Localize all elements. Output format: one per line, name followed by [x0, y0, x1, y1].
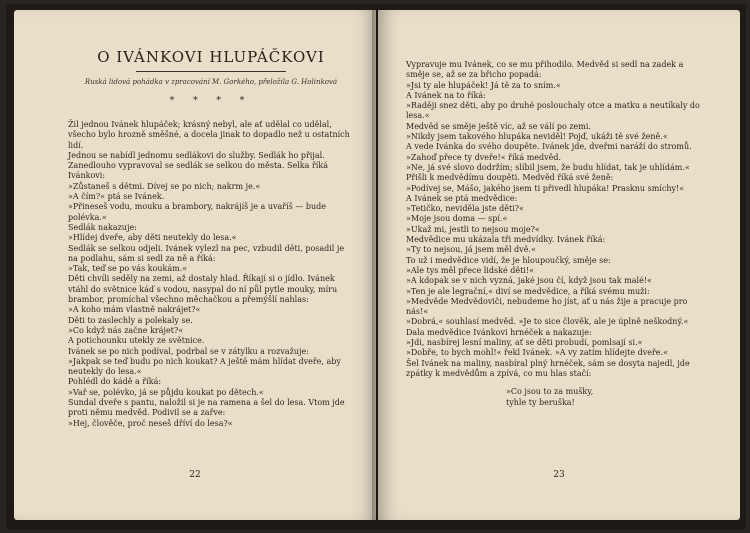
paragraph: Děti chvíli seděly na zemi, až dostaly hlad. Říkají si o jídlo. Ivánek vtáhl do světnice káď s vodou, nasypal do ní půl pytle mouky, míru brambor, promíchal všechno měchačkou a přemýšlí nahlas:: [68, 274, 338, 305]
paragraph: »Ty to nejsou, já jsem měl dvě.«: [406, 245, 536, 255]
paragraph: »Zahoď přece ty dveře!« říká medvěd.: [406, 152, 562, 162]
left-page: [14, 10, 376, 520]
page-number-left: 22: [189, 470, 201, 480]
verse-line: »Co jsou to za mušky,: [506, 387, 594, 397]
paragraph: Sundal dveře s pantu, naložil si je na ramena a šel do lesa. Vtom jde proti němu medvěd. Podivil se a zařve:: [68, 398, 345, 418]
paragraph: »Jsi ty ale hlupáček! Já tě za to sním.«: [406, 80, 561, 90]
paragraph: Dala medvědice Ivánkovi hrnéček a nakazuje:: [406, 327, 592, 337]
verse-line: tyhle ty beruška!: [506, 397, 575, 407]
paragraph: »Dobře, to bych mohl!« řekl Ivánek. »A vy zatím hlídejte dveře.«: [406, 348, 668, 358]
right-body-text: [406, 60, 706, 379]
paragraph: Žil jednou Ivánek hlupáček; krásný nebyl, ale ať udělal co udělal, všecho bylo hrozně směšné, a docela jinak to dopadlo než u ostatních lidí.: [68, 120, 350, 150]
paragraph: »Tak, teď se po vás koukám.«: [68, 264, 188, 274]
story-subtitle: Ruská lidová pohádka v zpracování M. Gorkého, přeložila G. Holinková: [84, 78, 338, 86]
paragraph: »Tetičko, neviděla jste děti?«: [406, 204, 524, 214]
paragraph: »Ale tys měl přece lidské děti!«: [406, 265, 534, 275]
story-title: O IVÁNKOVI HLUPÁČKOVI: [97, 48, 325, 66]
paragraph: A potichounku utekly ze světnice.: [68, 336, 205, 346]
paragraph: Sedlák se selkou odjeli. Ivánek vylezl na pec, vzbudil děti, posadil je na podlahu, sám si sedl za ně a říká:: [68, 243, 345, 263]
paragraph: Jednou se nabídl jednomu sedlákovi do služby. Sedlák ho přijal. Zanedlouho vypravoval se sedlák se selkou do města. Selka říká Ivánkovi:: [68, 150, 328, 181]
paragraph: »Jakpak se teď budu po nich koukat? A ještě mám hlídat dveře, aby neutekly do lesa.«: [68, 356, 341, 377]
paragraph: »Přineseš vodu, mouku a brambory, nakrájíš je a uvaříš — bude polévka.«: [68, 202, 327, 222]
paragraph: Sedlák nakazuje:: [68, 222, 137, 232]
paragraph: »Vař se, polévko, já se půjdu koukat po dětech.«: [68, 387, 264, 397]
paragraph: »Raději snez děti, aby po druhé poslouchaly otce a matku a neutíkaly do lesa.«: [406, 101, 700, 121]
paragraph: Medvědice mu ukázala tři medvídky. Ivánek říká:: [406, 235, 606, 245]
paragraph: A vede Ivánka do svého doupěte. Ivánek jde, dveřmi naráží do stromů.: [406, 142, 692, 152]
paragraph: Pohlédl do kádě a říká:: [68, 377, 162, 387]
paragraph: Medvěd se směje ještě víc, až se válí po zemi.: [406, 121, 591, 131]
open-book: [6, 4, 746, 530]
verse-block: [506, 387, 706, 408]
paragraph: »Ten je ale legrační,« diví se medvědice, a říká svému muži:: [406, 286, 650, 296]
paragraph: Přišli k medvědímu doupěti. Medvěd říká své ženě:: [406, 173, 614, 183]
paragraph: »Medvěde Medvědoviči, nebudeme ho jíst, ať u nás žije a pracuje pro nás!«: [406, 296, 688, 317]
left-body-text: [68, 120, 354, 429]
paragraph: Vypravuje mu Ivánek, co se mu přihodilo. Medvěd si sedl na zadek a směje se, až se za břicho popadá:: [406, 60, 684, 80]
paragraph: »Zůstaneš s dětmi. Dívej se po nich; nakrm je.«: [68, 181, 261, 191]
paragraph: »Hej, člověče, proč neseš dříví do lesa?«: [68, 418, 233, 428]
paragraph: »Ukaž mi, jestli to nejsou moje?«: [406, 224, 540, 234]
paragraph: »Co když nás začne krájet?«: [68, 325, 184, 335]
paragraph: Šel Ivánek na maliny, nasbíral plný hrnéček, sám se dosyta najedl, jde zpátky k medvědům a zpívá, co mu hlas stačí:: [406, 358, 690, 378]
paragraph: A Ivánek na to říká:: [406, 90, 486, 100]
paragraph: Ivánek se po nich podíval, podrbal se v zátylku a rozvažuje:: [68, 346, 309, 356]
paragraph: »Podívej se, Mášo, jakého jsem ti přivedl hlupáka! Prasknu smíchy!«: [406, 183, 685, 193]
paragraph: »Ne, já své slovo dodržím; slíbil jsem, že budu hlídat, tak je uhlídám.«: [406, 162, 690, 172]
paragraph: Děti to zaslechly a polekaly se.: [68, 315, 193, 325]
paragraph: »A koho mám vlastně nakrájet?«: [68, 305, 201, 315]
paragraph: A Ivánek se ptá medvědice:: [406, 193, 518, 203]
paragraph: »A kdopak se v nich vyzná, jaké jsou čí, když jsou tak malé!«: [406, 276, 652, 286]
right-page: [378, 10, 740, 520]
paragraph: »Nikdy jsem takového hlupáka neviděl! Pojď, ukáži tě své ženě.«: [406, 132, 668, 142]
page-number-right: 23: [553, 470, 565, 480]
ornament: * * * *: [169, 96, 253, 106]
paragraph: »A čím?« ptá se Ivánek.: [68, 192, 165, 202]
title-rule: [136, 71, 286, 72]
paragraph: »Moje jsou doma — spí.«: [406, 214, 508, 224]
paragraph: »Jdi, nasbírej lesní maliny, ať se děti probudí, pomlsají si.«: [406, 338, 643, 348]
paragraph: »Hlídej dveře, aby děti neutekly do lesa.«: [68, 233, 237, 243]
paragraph: To už i medvědice vidí, že je hloupoučký, směje se:: [406, 255, 611, 265]
paragraph: »Dobrá,« souhlasí medvěd. »Je to sice člověk, ale je úplně neškodný.«: [406, 317, 689, 327]
